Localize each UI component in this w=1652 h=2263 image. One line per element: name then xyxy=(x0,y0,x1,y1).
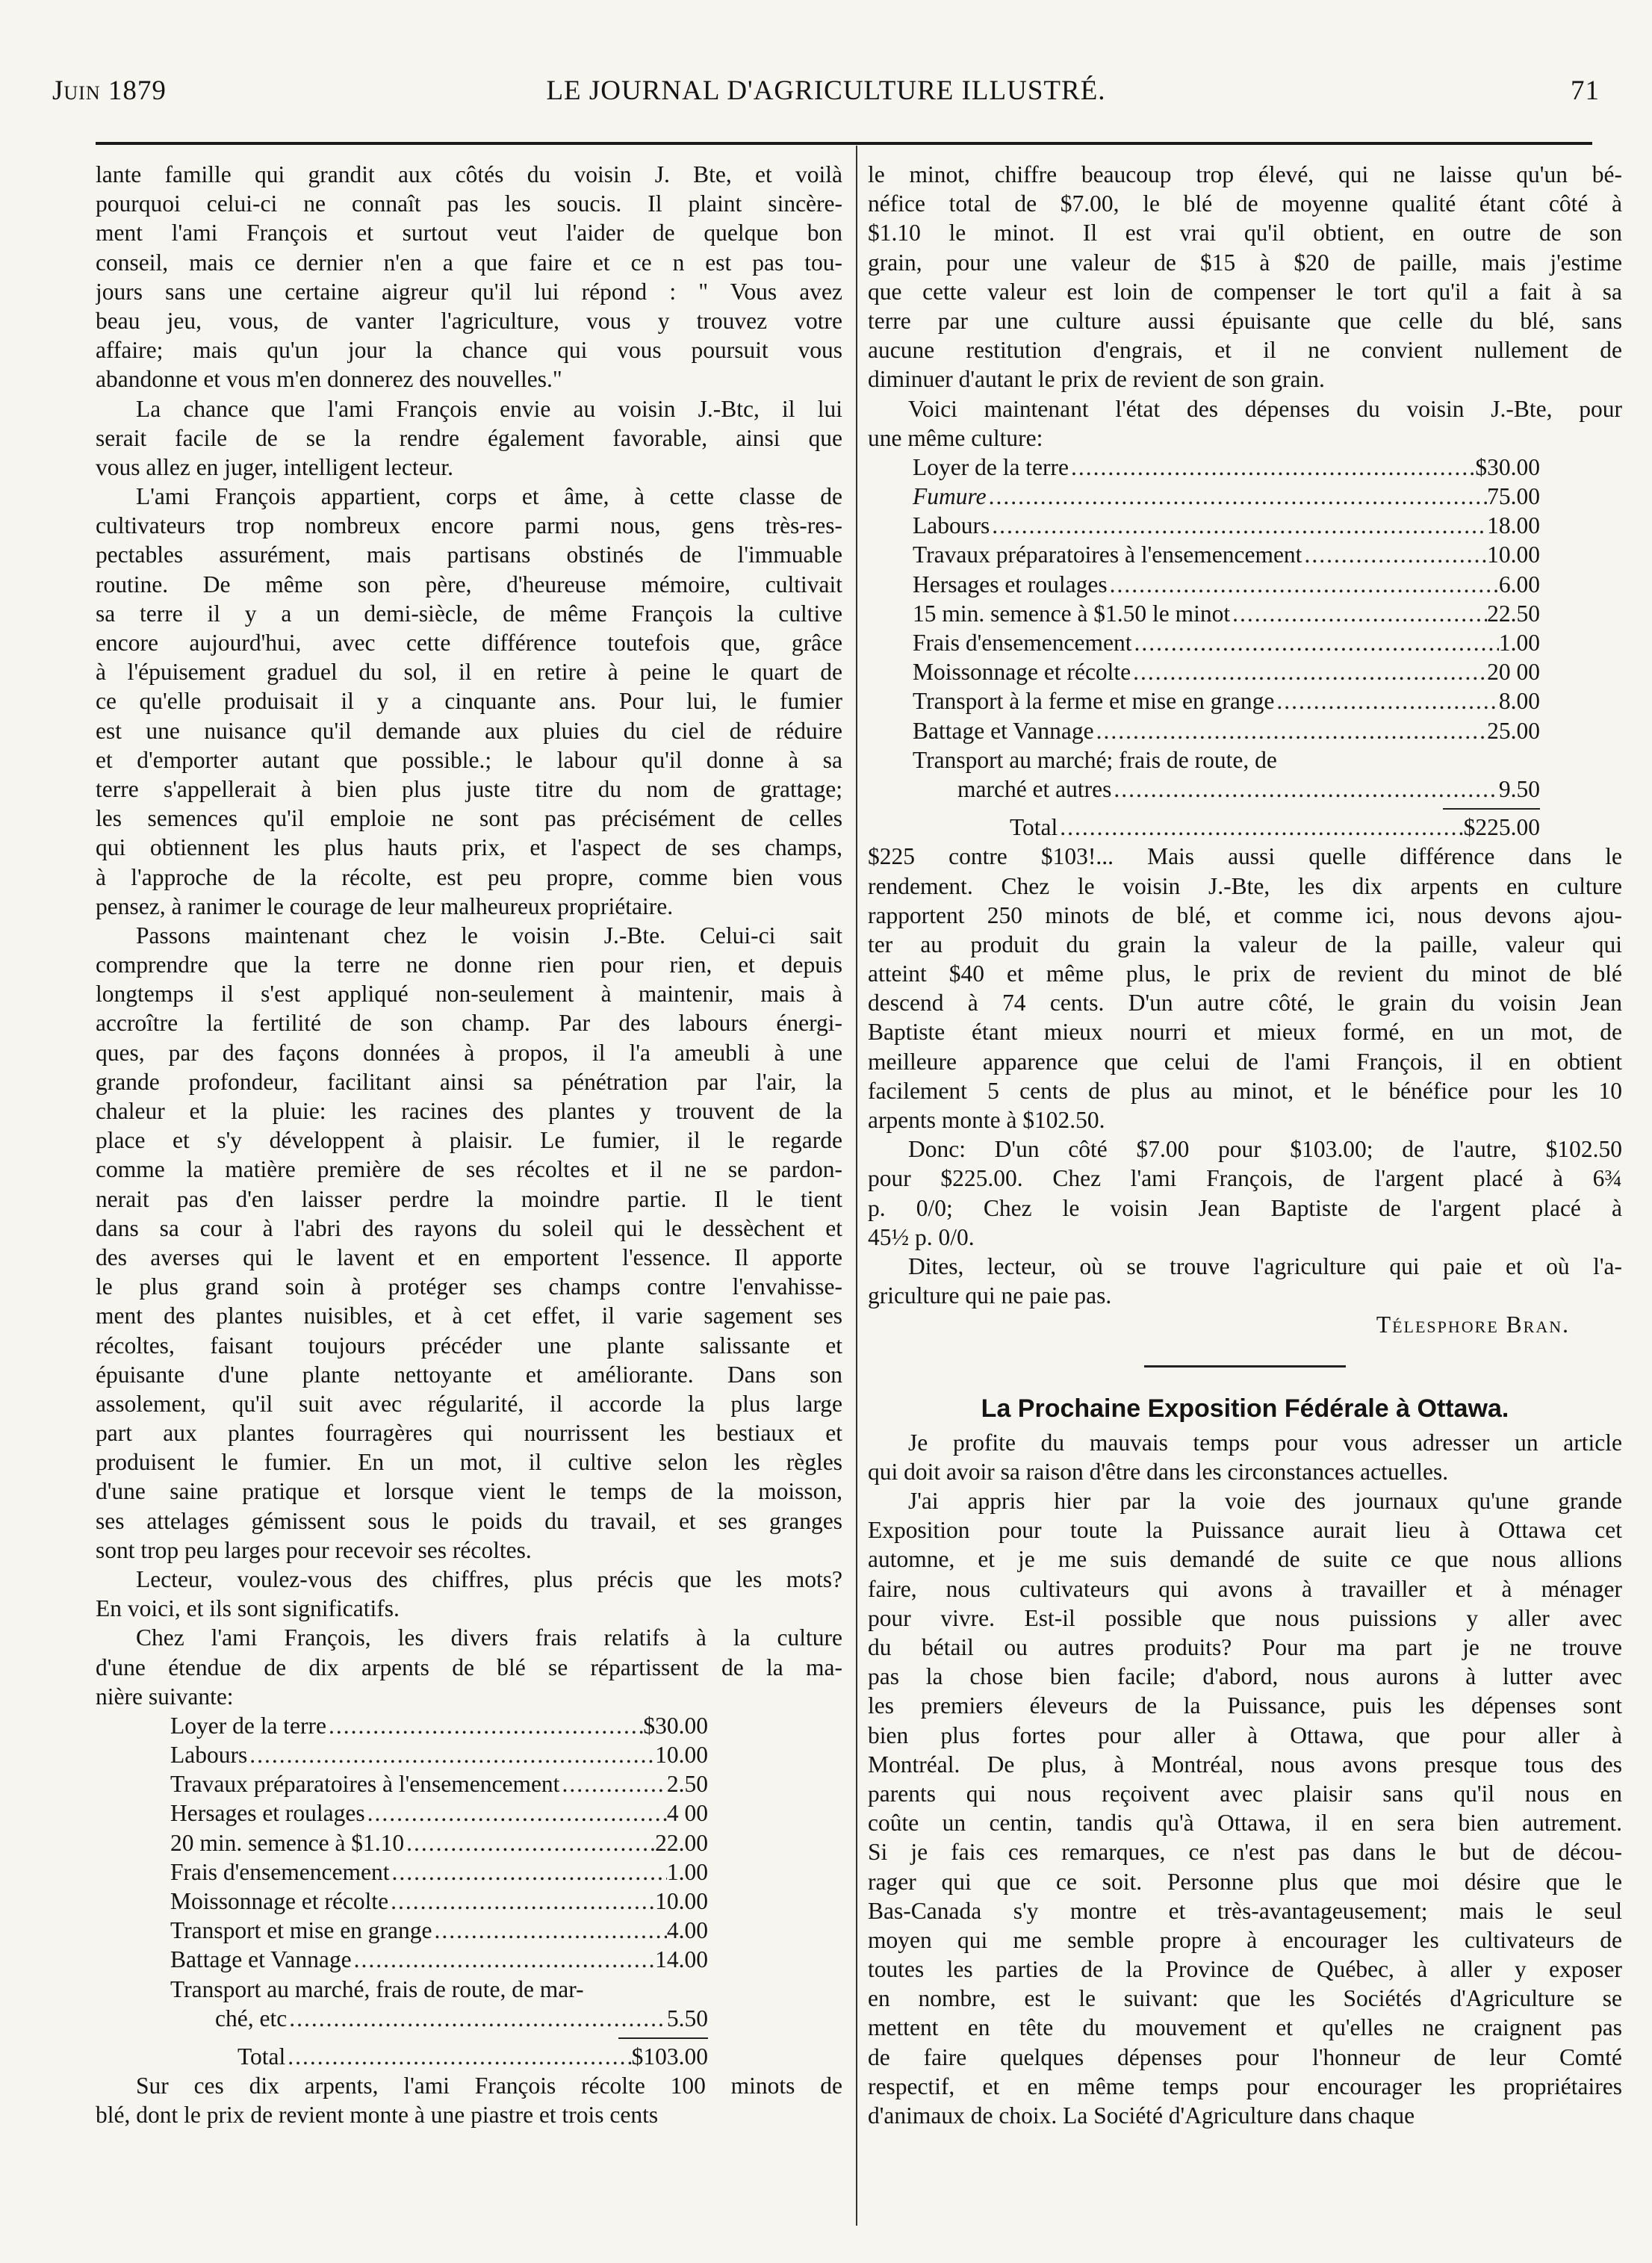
text-line: d'une étendue de dix arpents de blé se répartissent de la ma- xyxy=(96,1654,842,1680)
ledger-row xyxy=(170,1711,708,1740)
ledger-row-amount: 5.50 xyxy=(666,2005,708,2031)
author-signature: Télesphore Bran. xyxy=(1376,1311,1570,1338)
leader-dots xyxy=(1274,686,1499,715)
ledger-row xyxy=(913,453,1540,482)
ledger-row-label: Labours xyxy=(913,512,990,539)
text-line: Si je fais ces remarques, ce n'est pas dans le but de décou- xyxy=(868,1839,1622,1866)
text-line: produisent le fumier. En un mot, il cultive selon les règles xyxy=(96,1449,842,1476)
text-line: Exposition pour toute la Puissance aurait lieu à Ottawa cet xyxy=(868,1517,1622,1544)
text-line: sa terre il y a un demi-siècle, de même François la cultive xyxy=(96,600,842,627)
text-line: $225 contre $103!... Mais aussi quelle différence dans le xyxy=(868,843,1622,870)
ledger-row-label: Battage et Vannage xyxy=(170,1946,352,1973)
ledger-total-label: Total xyxy=(1010,814,1058,841)
text-line: les premiers éleveurs de la Puissance, puis les dépenses sont xyxy=(868,1692,1622,1719)
text-line: Baptiste étant mieux nourri et mieux formé, en un mot, de xyxy=(868,1019,1622,1046)
text-line: nerait pas d'en laisser perdre la moindre partie. Il le tient xyxy=(96,1185,842,1212)
right-paragraph-6 xyxy=(868,1428,1622,1486)
right-paragraph-7 xyxy=(868,1486,1622,2130)
text-line: descend à 74 cents. D'un autre côté, le grain du voisin Jean xyxy=(868,990,1622,1016)
text-line: rager qui que ce soit. Personne plus que moi désire que le xyxy=(868,1868,1622,1895)
text-line: diminuer d'autant le prix de revient de son grain. xyxy=(868,366,1325,393)
right-paragraph-1 xyxy=(868,160,1622,394)
ledger-row xyxy=(913,657,1540,686)
text-line: pensez, à ranimer le courage de leur malheureux propriétaire. xyxy=(96,893,674,919)
text-line: place et s'y développent à plaisir. Le fumier, il le regarde xyxy=(96,1127,842,1154)
text-line: meilleure apparence que celui de l'ami François, il en obtient xyxy=(868,1048,1622,1075)
text-line: faire, nous cultivateurs qui avons à travailler et à ménager xyxy=(868,1575,1622,1602)
text-line: ce qu'elle produisait il y a cinquante ans. Pour lui, le fumier xyxy=(96,688,842,715)
journal-title: LE JOURNAL D'AGRICULTURE ILLUSTRÉ. xyxy=(546,75,1106,106)
ledger-row-label: Transport et mise en grange xyxy=(170,1917,432,1944)
text-line: abandonne et vous m'en donnerez des nouvelles." xyxy=(96,366,562,393)
text-line: pectables assurément, mais partisans obstinés de l'immuable xyxy=(96,541,842,568)
text-line: La chance que l'ami François envie au voisin J.-Btc, il lui xyxy=(136,395,842,422)
text-line: néfice total de $7.00, le blé de moyenne qualité étant côté à xyxy=(868,190,1622,217)
ledger-row-label: marché et autres xyxy=(957,775,1112,802)
right-column xyxy=(868,160,1622,2130)
leader-dots xyxy=(365,1799,667,1828)
text-line: que cette valeur est loin de compenser le tort qu'il a fait à sa xyxy=(868,278,1622,305)
leader-dots xyxy=(247,1740,655,1769)
text-line: à l'épuisement graduel du sol, il en retire à peine le quart de xyxy=(96,659,842,686)
ledger-row-amount: 14.00 xyxy=(655,1946,708,1973)
ledger-row-label: Travaux préparatoires à l'ensemencement xyxy=(170,1771,560,1798)
text-line: automne, et je me suis demandé de suite ce que nous allions xyxy=(868,1546,1622,1573)
ledger-row-label: 20 min. semence à $1.10 xyxy=(170,1829,405,1856)
text-line: mettent en tête du mouvement et qu'elles ne craignent pas xyxy=(868,2014,1622,2041)
ledger-row-label: Battage et Vannage xyxy=(913,717,1094,744)
ledger-row-amount: 20 00 xyxy=(1487,659,1540,686)
text-line: ses attelages gémissent sous le poids du travail, et ses granges xyxy=(96,1507,842,1534)
text-line: sont trop peu larges pour recevoir ses récoltes. xyxy=(96,1536,532,1563)
text-line: arpents monte à $102.50. xyxy=(868,1107,1105,1133)
ledger-row-label: Hersages et roulages xyxy=(170,1800,365,1827)
text-line: L'ami François appartient, corps et âme, à cette classe de xyxy=(136,483,842,510)
text-line: J'ai appris hier par la voie des journaux qu'une grande xyxy=(908,1488,1622,1515)
ledger-row-transport-line1: Transport au marché, frais de route, de mar- xyxy=(170,1975,584,2002)
text-line: le plus grand soin à protéger ses champs contre l'envahisse- xyxy=(96,1273,842,1300)
ledger-row xyxy=(170,1828,708,1857)
text-line: moyen qui me semble propre à encourager les cultivateurs de xyxy=(868,1926,1622,1953)
text-line: p. 0/0; Chez le voisin Jean Baptiste de l'argent placé à xyxy=(868,1194,1622,1221)
text-line: Voici maintenant l'état des dépenses du voisin J.-Bte, pour xyxy=(908,395,1622,422)
leader-dots xyxy=(388,1887,655,1916)
ledger-row xyxy=(913,686,1540,715)
column-divider xyxy=(856,146,857,2226)
ledger-row-amount: 1.00 xyxy=(1498,629,1540,656)
ledger-row xyxy=(170,1887,708,1916)
text-line: terre par une culture aussi épuisante que celle du blé, sans xyxy=(868,307,1622,334)
text-line: lante famille qui grandit aux côtés du voisin J. Bte, et voilà xyxy=(96,161,842,187)
text-line: Dites, lecteur, où se trouve l'agriculture qui paie et où l'a- xyxy=(908,1252,1622,1279)
ledger-row-amount: 4.00 xyxy=(666,1917,708,1944)
ledger-row xyxy=(170,1916,708,1945)
ledger-row-label: Fumure xyxy=(913,483,987,510)
ledger-row-amount: 22.00 xyxy=(655,1829,708,1856)
text-line: toutes les parties de la Province de Québec, à aller y exposer xyxy=(868,1956,1622,1983)
leader-dots xyxy=(285,2042,631,2071)
text-line: rapportent 250 minots de blé, et comme ici, nous devons ajou- xyxy=(868,901,1622,928)
text-line: Donc: D'un côté $7.00 pour $103.00; de l'autre, $102.50 xyxy=(908,1136,1622,1163)
text-line: coûte un centin, tandis qu'à Ottawa, il en sera bien autrement. xyxy=(868,1810,1622,1837)
ledger-row xyxy=(913,511,1540,540)
ledger-row-amount: 75.00 xyxy=(1487,483,1540,510)
text-line: pas la chose bien facile; d'abord, nous aurons à lutter avec xyxy=(868,1663,1622,1690)
ledger-row-label: Hersages et roulages xyxy=(913,571,1108,597)
left-paragraph-6 xyxy=(96,1623,842,1711)
ledger-rows xyxy=(170,1711,708,1975)
right-paragraph-3 xyxy=(868,842,1622,1134)
ledger-row-label: Frais d'ensemencement xyxy=(913,629,1132,656)
ledger-row-label: Loyer de la terre xyxy=(170,1712,326,1739)
ledger-row-amount: 10.00 xyxy=(655,1888,708,1915)
leader-dots xyxy=(1230,599,1487,628)
text-line: ment l'ami François et surtout veut l'aider de quelque bon xyxy=(96,220,842,246)
leader-dots xyxy=(1131,657,1487,686)
ledger-row-amount: 1.00 xyxy=(666,1858,708,1885)
left-paragraph-1 xyxy=(96,160,842,394)
text-line: chaleur et la pluie: les racines des plantes y trouvent de la xyxy=(96,1098,842,1124)
text-line: et d'emporter autant que possible.; le labour qu'il donne à sa xyxy=(96,746,842,773)
leader-dots xyxy=(326,1711,643,1740)
text-line: encore aujourd'hui, avec cette différence toutefois que, grâce xyxy=(96,630,842,656)
text-line: bien plus fortes pour aller à Ottawa, que pour aller à xyxy=(868,1722,1622,1748)
left-paragraph-4 xyxy=(96,921,842,1565)
right-paragraph-5 xyxy=(868,1252,1622,1310)
text-line: le minot, chiffre beaucoup trop élevé, qui ne laisse qu'un bé- xyxy=(868,161,1622,187)
left-column xyxy=(96,160,842,2130)
leader-dots xyxy=(1069,453,1475,482)
ledger-row xyxy=(170,1945,708,1974)
text-line: Montréal. De plus, à Montréal, nous avons presque tous des xyxy=(868,1751,1622,1778)
text-line: conseil, mais ce dernier n'en a que faire et ce n est pas tou- xyxy=(96,249,842,276)
text-line: une même culture: xyxy=(868,424,1043,451)
ledger-row-amount: 6.00 xyxy=(1498,571,1540,597)
text-line: assolement, qu'il suit avec régularité, il accorde la plus large xyxy=(96,1390,842,1417)
text-line: pour vivre. Est-il possible que nous puissions y aller avec xyxy=(868,1604,1622,1631)
text-line: comprendre que la terre ne donne rien pour rien, et depuis xyxy=(96,952,842,978)
ledger-row-amount: 4 00 xyxy=(666,1800,708,1827)
text-line: d'animaux de choix. La Société d'Agriculture dans chaque xyxy=(868,2102,1415,2129)
leader-dots xyxy=(1108,570,1499,599)
text-line: les semences qu'il emploie ne sont pas précisément de celles xyxy=(96,805,842,832)
ledger-row-amount: $30.00 xyxy=(643,1712,708,1739)
page-number: 71 xyxy=(1571,75,1600,106)
text-line: des averses qui le lavent et en emportent l'essence. Il apporte xyxy=(96,1244,842,1270)
leader-dots xyxy=(432,1916,667,1945)
ledger-row-amount: 10.00 xyxy=(655,1742,708,1769)
text-line: $1.10 le minot. Il est vrai qu'il obtient, en outre de son xyxy=(868,220,1622,246)
leader-dots xyxy=(987,482,1488,511)
ledger-row-transport xyxy=(170,2004,708,2033)
ledger-row xyxy=(913,716,1540,745)
text-line: Chez l'ami François, les divers frais relatifs à la culture xyxy=(136,1624,842,1651)
text-line: est une nuisance qu'il demande aux pluies du ciel de réduire xyxy=(96,717,842,744)
ledger-row-label: 15 min. semence à $1.50 le minot xyxy=(913,600,1231,627)
voisin-expense-ledger xyxy=(913,453,1540,842)
ledger-row xyxy=(913,628,1540,657)
ledger-row xyxy=(170,1799,708,1828)
left-paragraph-7 xyxy=(96,2071,842,2129)
text-line: rendement. Chez le voisin J.-Bte, les dix arpents en culture xyxy=(868,872,1622,899)
text-line: d'une saine pratique et lorsque vient le temps de la moisson, xyxy=(96,1478,842,1505)
leader-dots xyxy=(1094,716,1488,745)
text-line: part aux plantes fourragères qui nourrissent les bestiaux et xyxy=(96,1420,842,1447)
section-separator xyxy=(1144,1365,1346,1368)
ledger-row-amount: 25.00 xyxy=(1487,717,1540,744)
ledger-total-row xyxy=(913,813,1540,842)
ledger-rows xyxy=(913,453,1540,745)
sum-rule xyxy=(913,804,1540,813)
ledger-row-amount: 2.50 xyxy=(666,1771,708,1798)
ledger-total-row xyxy=(170,2042,708,2071)
ledger-row-amount: 8.00 xyxy=(1498,688,1540,715)
ledger-row-amount: 18.00 xyxy=(1487,512,1540,539)
leader-dots xyxy=(1058,813,1463,842)
issue-date: Juin 1879 xyxy=(52,75,167,106)
leader-dots xyxy=(389,1857,666,1887)
text-line: pourquoi celui-ci ne connaît pas les soucis. Il plaint sincère- xyxy=(96,190,842,217)
ledger-row xyxy=(913,540,1540,569)
text-line: ques, par des façons données à propos, il l'a ameubli à une xyxy=(96,1039,842,1066)
header-rule xyxy=(96,142,1592,145)
text-line: serait facile de se la rendre également favorable, ainsi que xyxy=(96,424,842,451)
text-line: routine. De même son père, d'heureuse mémoire, cultivait xyxy=(96,571,842,597)
right-paragraph-2 xyxy=(868,394,1622,453)
text-line: Je profite du mauvais temps pour vous adresser un article xyxy=(908,1429,1622,1456)
text-line: épuisante d'une plante nettoyante et améliorante. Dans son xyxy=(96,1361,842,1388)
right-paragraph-4 xyxy=(868,1134,1622,1252)
text-line: récoltes, faisant toujours précéder une plante salissante et xyxy=(96,1332,842,1359)
leader-dots xyxy=(1131,628,1498,657)
article-title: La Prochaine Exposition Fédérale à Ottawa. xyxy=(981,1394,1509,1423)
text-line: grain, pour une valeur de $15 à $20 de paille, mais j'estime xyxy=(868,249,1622,276)
text-line: ter au produit du grain la valeur de la paille, valeur qui xyxy=(868,931,1622,957)
leader-dots xyxy=(1111,774,1498,804)
ledger-row-transport xyxy=(913,774,1540,804)
ledger-row xyxy=(913,599,1540,628)
text-line: terre s'appellerait à bien plus juste titre du nom de grattage; xyxy=(96,775,842,802)
left-paragraph-2 xyxy=(96,394,842,482)
ledger-row-label: Moissonnage et récolte xyxy=(170,1888,389,1915)
text-line: atteint $40 et même plus, le prix de revient du minot de blé xyxy=(868,960,1622,987)
text-line: Sur ces dix arpents, l'ami François récolte 100 minots de xyxy=(136,2073,842,2099)
ledger-row-label: Frais d'ensemencement xyxy=(170,1858,390,1885)
ledger-row xyxy=(170,1857,708,1887)
text-line: jours sans une certaine aigreur qu'il lui répond : " Vous avez xyxy=(96,278,842,305)
text-line: qui doit avoir sa raison d'être dans les circonstances actuelles. xyxy=(868,1458,1449,1485)
ledger-row-transport-line1: Transport au marché; frais de route, de xyxy=(913,746,1277,773)
ledger-row-label: ché, etc xyxy=(215,2005,288,2031)
text-line: grande profondeur, facilitant ainsi sa pénétration par l'air, la xyxy=(96,1068,842,1095)
text-line: En voici, et ils sont significatifs. xyxy=(96,1595,400,1622)
text-line: facilement 5 cents de plus au minot, et le bénéfice pour les 10 xyxy=(868,1077,1622,1104)
ledger-row-label: Travaux préparatoires à l'ensemencement xyxy=(913,541,1302,568)
ledger-row-label: Transport à la ferme et mise en grange xyxy=(913,688,1275,715)
text-line: Bas-Canada s'y montre et très-avantageusement; mais le seul xyxy=(868,1897,1622,1924)
text-line: 45½ p. 0/0. xyxy=(868,1223,975,1250)
text-line: à l'approche de la récolte, est peu propre, comme bien vous xyxy=(96,863,842,890)
text-line: accroître la fertilité de son champ. Par des labours énergi- xyxy=(96,1010,842,1037)
leader-dots xyxy=(404,1828,655,1857)
text-line: cultivateurs trop nombreux encore parmi nous, gens très-res- xyxy=(96,512,842,539)
leader-dots xyxy=(1302,540,1487,569)
ledger-total-amount: $225.00 xyxy=(1463,814,1540,841)
leader-dots xyxy=(352,1945,656,1974)
ledger-row-amount: 22.50 xyxy=(1487,600,1540,627)
text-line: comme la matière première de ses récoltes et il ne se pardon- xyxy=(96,1156,842,1183)
text-line: longtemps il s'est appliqué non-seulement à maintenir, mais à xyxy=(96,981,842,1008)
ledger-row-label: Labours xyxy=(170,1742,248,1769)
ledger-total-label: Total xyxy=(237,2043,286,2070)
text-line: qui obtiennent les plus hauts prix, et l'aspect de ses champs, xyxy=(96,834,842,861)
left-paragraph-5 xyxy=(96,1565,842,1623)
text-line: dans sa cour à l'abri des rayons du soleil qui le dessèchent et xyxy=(96,1214,842,1241)
leader-dots xyxy=(559,1769,666,1798)
leader-dots xyxy=(287,2004,667,2033)
ledger-row-label: Loyer de la terre xyxy=(913,453,1069,480)
text-line: ment des plantes nuisibles, et à cet effet, il varie sagement ses xyxy=(96,1303,842,1329)
page-header xyxy=(52,67,1600,112)
ledger-row-amount: 10.00 xyxy=(1487,541,1540,568)
text-line: beau jeu, vous, de vanter l'agriculture, vous y trouvez votre xyxy=(96,307,842,334)
francois-expense-ledger xyxy=(170,1711,708,2071)
text-line: Lecteur, voulez-vous des chiffres, plus précis que les mots? xyxy=(136,1566,842,1592)
text-line: Passons maintenant chez le voisin J.-Bte. Celui-ci sait xyxy=(136,922,842,949)
text-line: parents qui nous reçoivent avec plaisir sans qu'il nous en xyxy=(868,1780,1622,1807)
ledger-total-amount: $103.00 xyxy=(631,2043,708,2070)
text-line: nière suivante: xyxy=(96,1683,234,1710)
left-paragraph-3 xyxy=(96,482,842,921)
text-line: vous allez en juger, intelligent lecteur. xyxy=(96,453,453,480)
ledger-row-label: Moissonnage et récolte xyxy=(913,659,1131,686)
text-line: de faire quelques dépenses pour l'honneur de leur Comté xyxy=(868,2043,1622,2070)
leader-dots xyxy=(990,511,1487,540)
ledger-row xyxy=(170,1740,708,1769)
ledger-row-amount: 9.50 xyxy=(1498,775,1540,802)
ledger-row xyxy=(913,482,1540,511)
text-line: du bétail ou autres produits? Pour ma part je ne trouve xyxy=(868,1634,1622,1661)
ledger-row xyxy=(913,570,1540,599)
text-line: pour $225.00. Chez l'ami François, de l'argent placé à 6¾ xyxy=(868,1165,1622,1192)
text-line: affaire; mais qu'un jour la chance qui vous poursuit vous xyxy=(96,337,842,364)
text-line: griculture qui ne paie pas. xyxy=(868,1282,1112,1309)
text-line: respectif, et en même temps pour encourager les propriétaires xyxy=(868,2073,1622,2099)
ledger-row-amount: $30.00 xyxy=(1475,453,1540,480)
text-line: aucune restitution d'engrais, et il ne convient nullement de xyxy=(868,337,1622,364)
sum-rule xyxy=(170,2033,708,2042)
text-line: blé, dont le prix de revient monte à une piastre et trois cents xyxy=(96,2102,659,2129)
text-line: en nombre, est le suivant: que les Sociétés d'Agriculture se xyxy=(868,1985,1622,2012)
ledger-row xyxy=(170,1769,708,1798)
